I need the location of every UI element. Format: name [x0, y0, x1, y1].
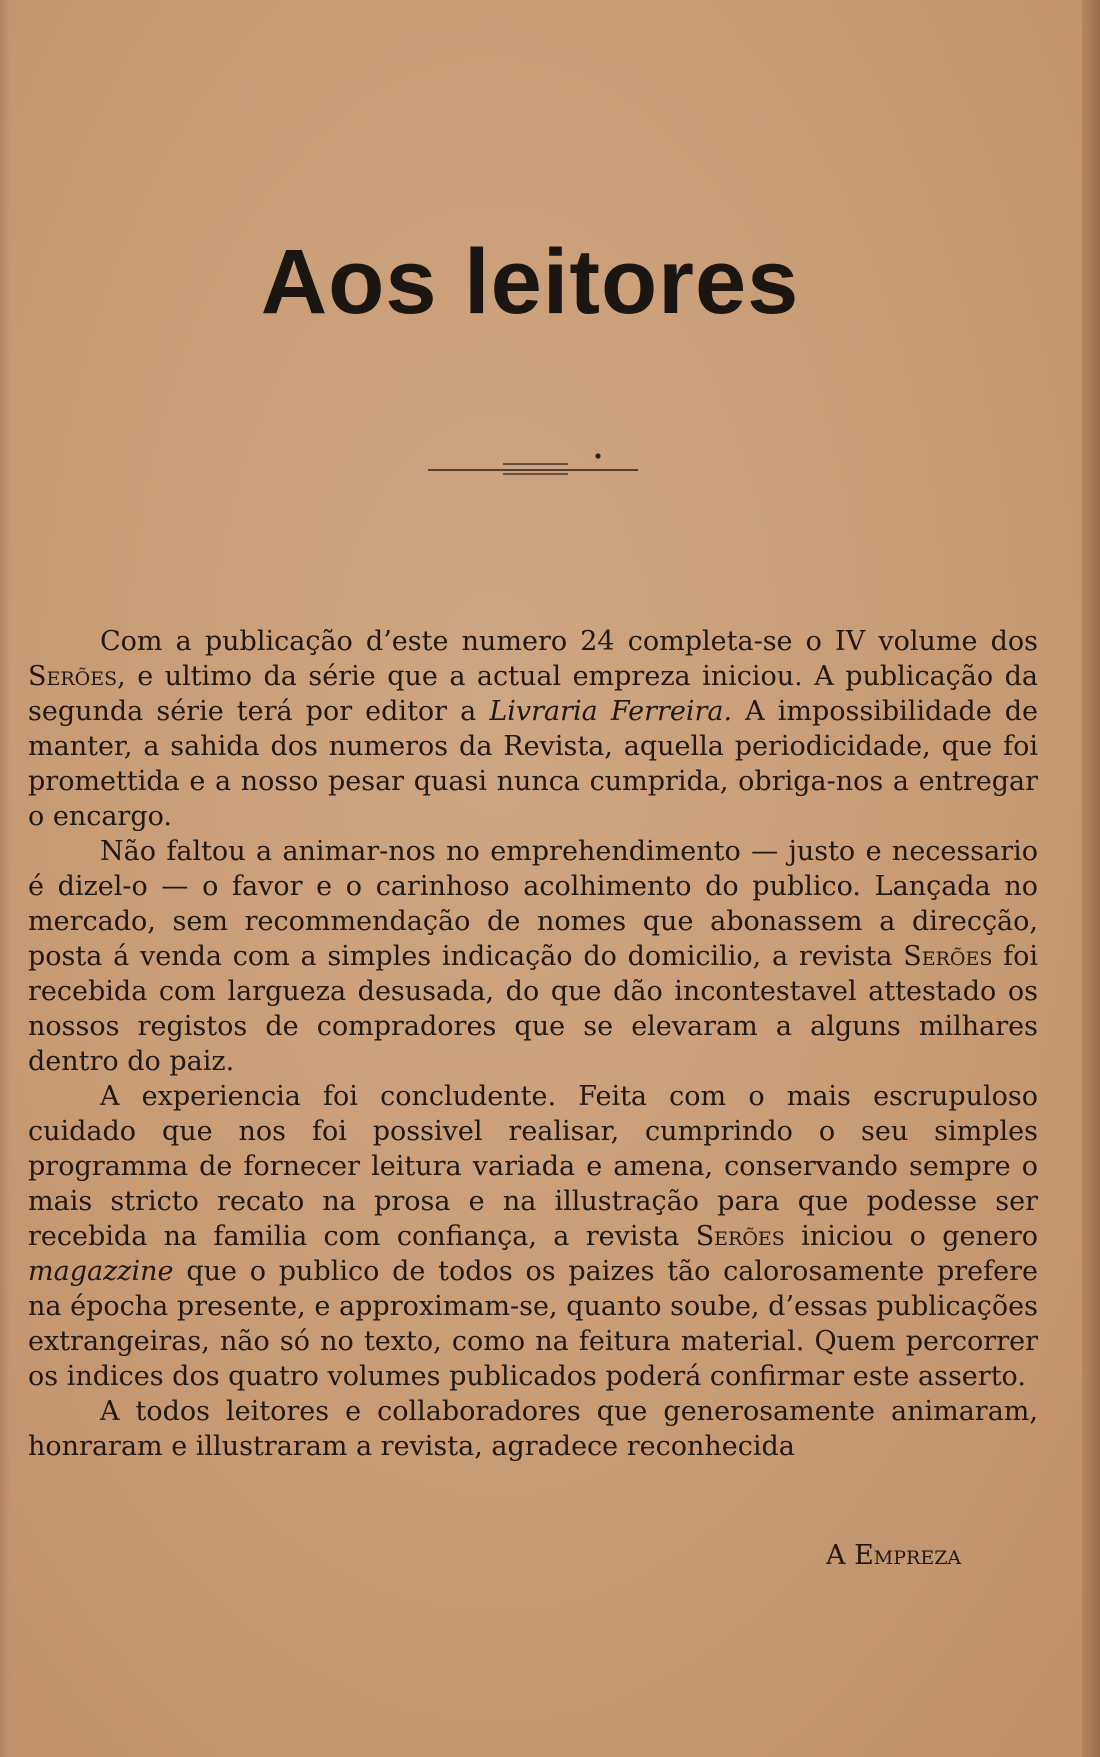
italic-text: magazzine [28, 1256, 174, 1287]
signature: A Empreza [826, 1540, 962, 1571]
text-run: foi recebida com largueza desusada, do que dão incontestavel attestado os nossos registos de compradores que se elevaram a alguns milhares dentro do paiz. [28, 941, 1039, 1077]
text-run: A experiencia foi concludente. Feita com o mais escrupuloso cuidado que nos foi possivel realisar, cumprindo o seu simples programma de fornecer leitura variada e amena, conservando sempre o mais stricto recato na prosa e na illustração para que podesse ser recebida na familia com confiança, a revista [28, 1081, 1038, 1252]
page-title: Aos leitores [260, 231, 800, 333]
text-run: que o publico de todos os paizes tão calorosamente prefere na épocha presente, e approximam-se, quanto soube, d’essas publicações extrangeiras, não só no texto, como na feitura material. Quem percorrer os indices dos quatro volumes publicados poderá confirmar este asserto. [28, 1256, 1038, 1392]
text-run: A todos leitores e collaboradores que generosamente animaram, honraram e illustraram a revista, agradece reconhecida [28, 1396, 1038, 1462]
page-edge-right [1082, 0, 1100, 1757]
text-run: , e ultimo da série que a actual empreza iniciou. A publicação da segunda série terá por editor a [28, 661, 1038, 727]
small-caps-text: Serões [695, 1221, 785, 1252]
article-body [28, 624, 1038, 1464]
ornament-divider [428, 450, 638, 480]
paragraph [28, 1394, 1038, 1464]
paragraph [28, 1079, 1038, 1394]
text-run: iniciou o genero [784, 1221, 1039, 1252]
paragraph [28, 624, 1038, 834]
italic-text: Livraria Ferreira. [489, 696, 733, 727]
text-run: A impossibilidade de manter, a sahida dos numeros da Revista, aquella periodicidade, que foi promettida e a nosso pesar quasi nunca cumprida, obriga-nos a entregar o encargo. [28, 696, 1039, 832]
paragraph [28, 834, 1038, 1079]
small-caps-text: Serões [28, 661, 118, 692]
small-caps-text: Serões [903, 941, 993, 972]
text-run: Com a publicação d’este numero 24 completa-se o IV volume dos [100, 626, 1038, 657]
text-run: Não faltou a animar-nos no emprehendimento — justo e necessario é dizel-o — o favor e o carinhoso acolhimento do publico. Lançada no mercado, sem recommendação de nomes que abonassem a direcção, posta á venda com a simples indicação do domicilio, a revista [28, 836, 1038, 972]
